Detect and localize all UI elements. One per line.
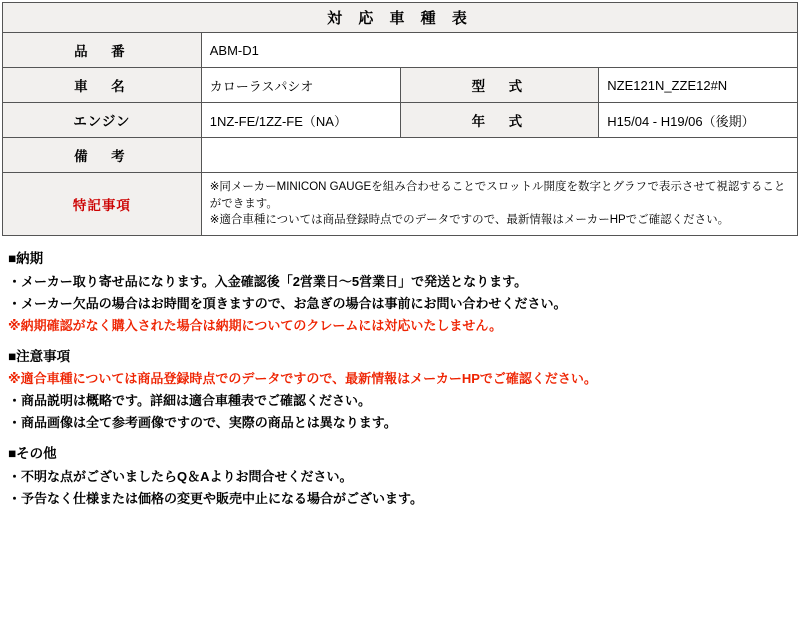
notes-heading-delivery: ■納期 [8, 251, 44, 267]
notes-line: ・商品画像は全て参考画像ですので、実際の商品とは異なります。 [8, 415, 397, 431]
label-remarks: 備 考 [3, 138, 202, 173]
notes-line: ・メーカー欠品の場合はお時間を頂きますので、お急ぎの場合は事前にお問い合わせください。 [8, 295, 567, 311]
table-row-car-name [3, 68, 798, 103]
notes-line-alert: ※納期確認がなく購入された場合は納期についてのクレームには対応いたしません。 [8, 317, 503, 333]
notes-section [8, 252, 792, 505]
notes-block-delivery [8, 252, 792, 332]
value-special-notes [201, 173, 797, 236]
vehicle-spec-table [2, 2, 798, 236]
table-row-remarks [3, 138, 798, 173]
notes-block-other [8, 447, 792, 505]
table-row-title [3, 3, 798, 33]
notes-line: ・商品説明は概略です。詳細は適合車種表でご確認ください。 [8, 393, 371, 409]
notes-heading-cautions: ■注意事項 [8, 348, 71, 364]
label-part-number: 品 番 [3, 33, 202, 68]
special-note-line-2: ※適合車種については商品登録時点でのデータですので、最新情報はメーカーHPでご確認ください。 [209, 214, 730, 227]
label-car-name: 車 名 [3, 68, 202, 103]
label-model-code: 型 式 [400, 68, 599, 103]
notes-line-alert: ※適合車種については商品登録時点でのデータですので、最新情報はメーカーHPでご確認ください。 [8, 371, 597, 387]
notes-heading-other: ■その他 [8, 446, 57, 462]
value-car-name: カローラスパシオ [201, 68, 400, 103]
value-part-number: ABM-D1 [201, 33, 797, 68]
table-row-part-number [3, 33, 798, 68]
page-title: 対 応 車 種 表 [3, 3, 798, 33]
label-special-notes: 特記事項 [3, 173, 202, 236]
notes-line: ・メーカー取り寄せ品になります。入金確認後「2営業日〜5営業日」で発送となります。 [8, 273, 528, 289]
value-year: H15/04 - H19/06（後期） [599, 103, 798, 138]
notes-block-cautions [8, 350, 792, 430]
label-year: 年 式 [400, 103, 599, 138]
label-engine: エンジン [3, 103, 202, 138]
value-remarks [201, 138, 797, 173]
compatibility-sheet [0, 2, 800, 639]
table-row-special-notes [3, 173, 798, 236]
table-row-engine [3, 103, 798, 138]
value-model-code: NZE121N_ZZE12#N [599, 68, 798, 103]
notes-line: ・予告なく仕様または価格の変更や販売中止になる場合がございます。 [8, 490, 423, 506]
value-engine: 1NZ-FE/1ZZ-FE（NA） [201, 103, 400, 138]
notes-line: ・不明な点がございましたらQ＆Aよりお問合せください。 [8, 468, 353, 484]
special-note-line-1: ※同メーカーMINICON GAUGEを組み合わせることでスロットル開度を数字とグラフで表示させて視認することができます。 [209, 181, 786, 210]
